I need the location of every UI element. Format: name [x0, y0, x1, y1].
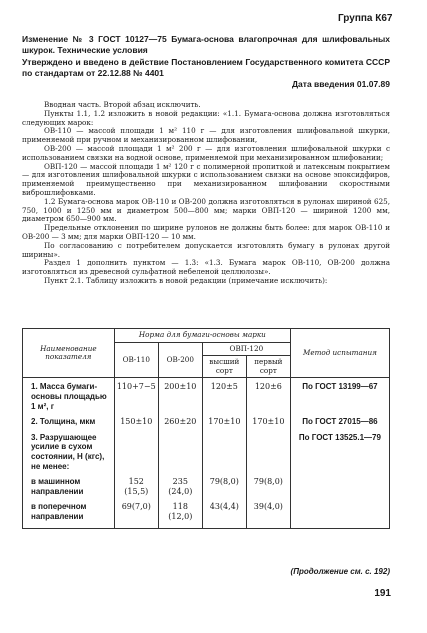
- cell-method: По ГОСТ 27015—86: [290, 413, 389, 429]
- cell-ov110: 110+7−5: [114, 378, 158, 413]
- cell-first: 170±10: [246, 413, 290, 429]
- cell-first: [246, 429, 290, 473]
- cell-first: 79(8,0): [246, 473, 290, 498]
- paragraph: Вводная часть. Второй абзац исключить.: [44, 100, 201, 109]
- header-top-grade: высший сорт: [202, 356, 246, 378]
- table-row: [23, 473, 390, 498]
- table-row: [23, 429, 390, 473]
- cell-top: 170±10: [202, 413, 246, 429]
- cell-ov200: 235 (24,0): [158, 473, 202, 498]
- row-name: 3. Разрушающее усилие в сухом состоянии, Н (кгс), не менее:: [23, 429, 115, 473]
- header-ovp120: ОВП-120: [202, 342, 290, 356]
- paragraph: 1.2 Бумага-основа марок ОВ-110 и ОВ-200 должна изготовляться в рулонах шириной 625, 750, 1000 и 1250 мм и диаметром 500—800 мм; марки ОВП-120 — шириной 1200 мм, диаметром 650—900 мм.: [22, 196, 390, 224]
- cell-top: 43(4,4): [202, 498, 246, 528]
- cell-method: По ГОСТ 13199—67: [290, 378, 389, 413]
- row-name: в поперечном направлении: [23, 498, 115, 528]
- header-norm: Норма для бумаги-основы марки: [114, 329, 290, 343]
- paragraph: По согласованию с потребителем допускается изготовлять бумагу в рулонах другой ширины».: [22, 240, 390, 259]
- paragraph: ОВ-110 — массой площади 1 м² 110 г — для изготовления шлифовальной шкурки, применяемой при ручном и механизированном шлифовании,: [22, 126, 390, 145]
- cell-top: 120±5: [202, 378, 246, 413]
- header-indicator: Наименование показателя: [23, 329, 115, 378]
- cell-ov110: 150±10: [114, 413, 158, 429]
- header-ov110: ОВ-110: [114, 342, 158, 378]
- paragraph: ОВП-120 — массой площади 1 м² 120 г с полимерной пропиткой и латексным покрытием — для изготовления шлифовальной шкурки с использованием связки на основе эпоксидфиров, применяемой преимущественно при механизированном шлифовании скоростными виброшлифовками.: [22, 161, 390, 197]
- table-row: [23, 378, 390, 413]
- cell-first: 39(4,0): [246, 498, 290, 528]
- group-code: Группа К67: [338, 13, 393, 24]
- table-row: [23, 498, 390, 528]
- paragraph: Пункты 1.1, 1.2 изложить в новой редакции: «1.1. Бумага-основа должна изготовляться следующих марок:: [22, 108, 390, 127]
- cell-top: [202, 429, 246, 473]
- header-ov200: ОВ-200: [158, 342, 202, 378]
- row-name: в машинном направлении: [23, 473, 115, 498]
- amendment-body: [22, 101, 390, 286]
- cell-ov200: 200±10: [158, 378, 202, 413]
- header-method: Метод испытания: [290, 329, 389, 378]
- cell-method: По ГОСТ 13525.1—79: [290, 429, 389, 473]
- cell-top: 79(8,0): [202, 473, 246, 498]
- row-name: 1. Масса бумаги-основы площадью 1 м², г: [23, 378, 115, 413]
- cell-method: [290, 473, 389, 498]
- page-number: 191: [374, 588, 391, 599]
- amendment-heading: Изменение № 3 ГОСТ 10127—75 Бумага-основа влагопрочная для шлифовальных шкурок. Технические условия: [22, 34, 390, 55]
- paragraph: Предельные отклонения по ширине рулонов не должны быть более: для марок ОВ-110 и ОВ-200 — 3 мм; для марки ОВП-120 — 10 мм.: [22, 223, 390, 241]
- cell-method: [290, 498, 389, 528]
- cell-ov110: 69(7,0): [114, 498, 158, 528]
- continuation-note: (Продолжение см. с. 192): [290, 567, 390, 576]
- table-row: [23, 413, 390, 429]
- cell-ov110: [114, 429, 158, 473]
- cell-ov200: 260±20: [158, 413, 202, 429]
- cell-first: 120±6: [246, 378, 290, 413]
- cell-ov200: 118 (12,0): [158, 498, 202, 528]
- paragraph: Пункт 2.1. Таблицу изложить в новой редакции (примечание исключить):: [44, 275, 328, 285]
- specs-table: [22, 328, 390, 529]
- cell-ov110: 152 (15,5): [114, 473, 158, 498]
- paragraph: ОВ-200 — массой площади 1 м² 200 г — для изготовления шлифовальной шкурки с использованием связки на водной основе, применяемой при механизированном шлифовании;: [22, 143, 390, 162]
- approval-statement: Утверждено и введено в действие Постановлением Государственного комитета СССР по стандартам от 22.12.88 № 4401: [22, 57, 390, 78]
- effective-date: Дата введения 01.07.89: [292, 79, 390, 89]
- row-name: 2. Толщина, мкм: [23, 413, 115, 429]
- cell-ov200: [158, 429, 202, 473]
- paragraph: Раздел 1 дополнить пунктом — 1.3: «1.3. Бумага марок ОВ-110, ОВ-200 должна изготовляться из древесной сульфатной небеленой целлюлозы».: [22, 258, 390, 277]
- header-first-grade: первый сорт: [246, 356, 290, 378]
